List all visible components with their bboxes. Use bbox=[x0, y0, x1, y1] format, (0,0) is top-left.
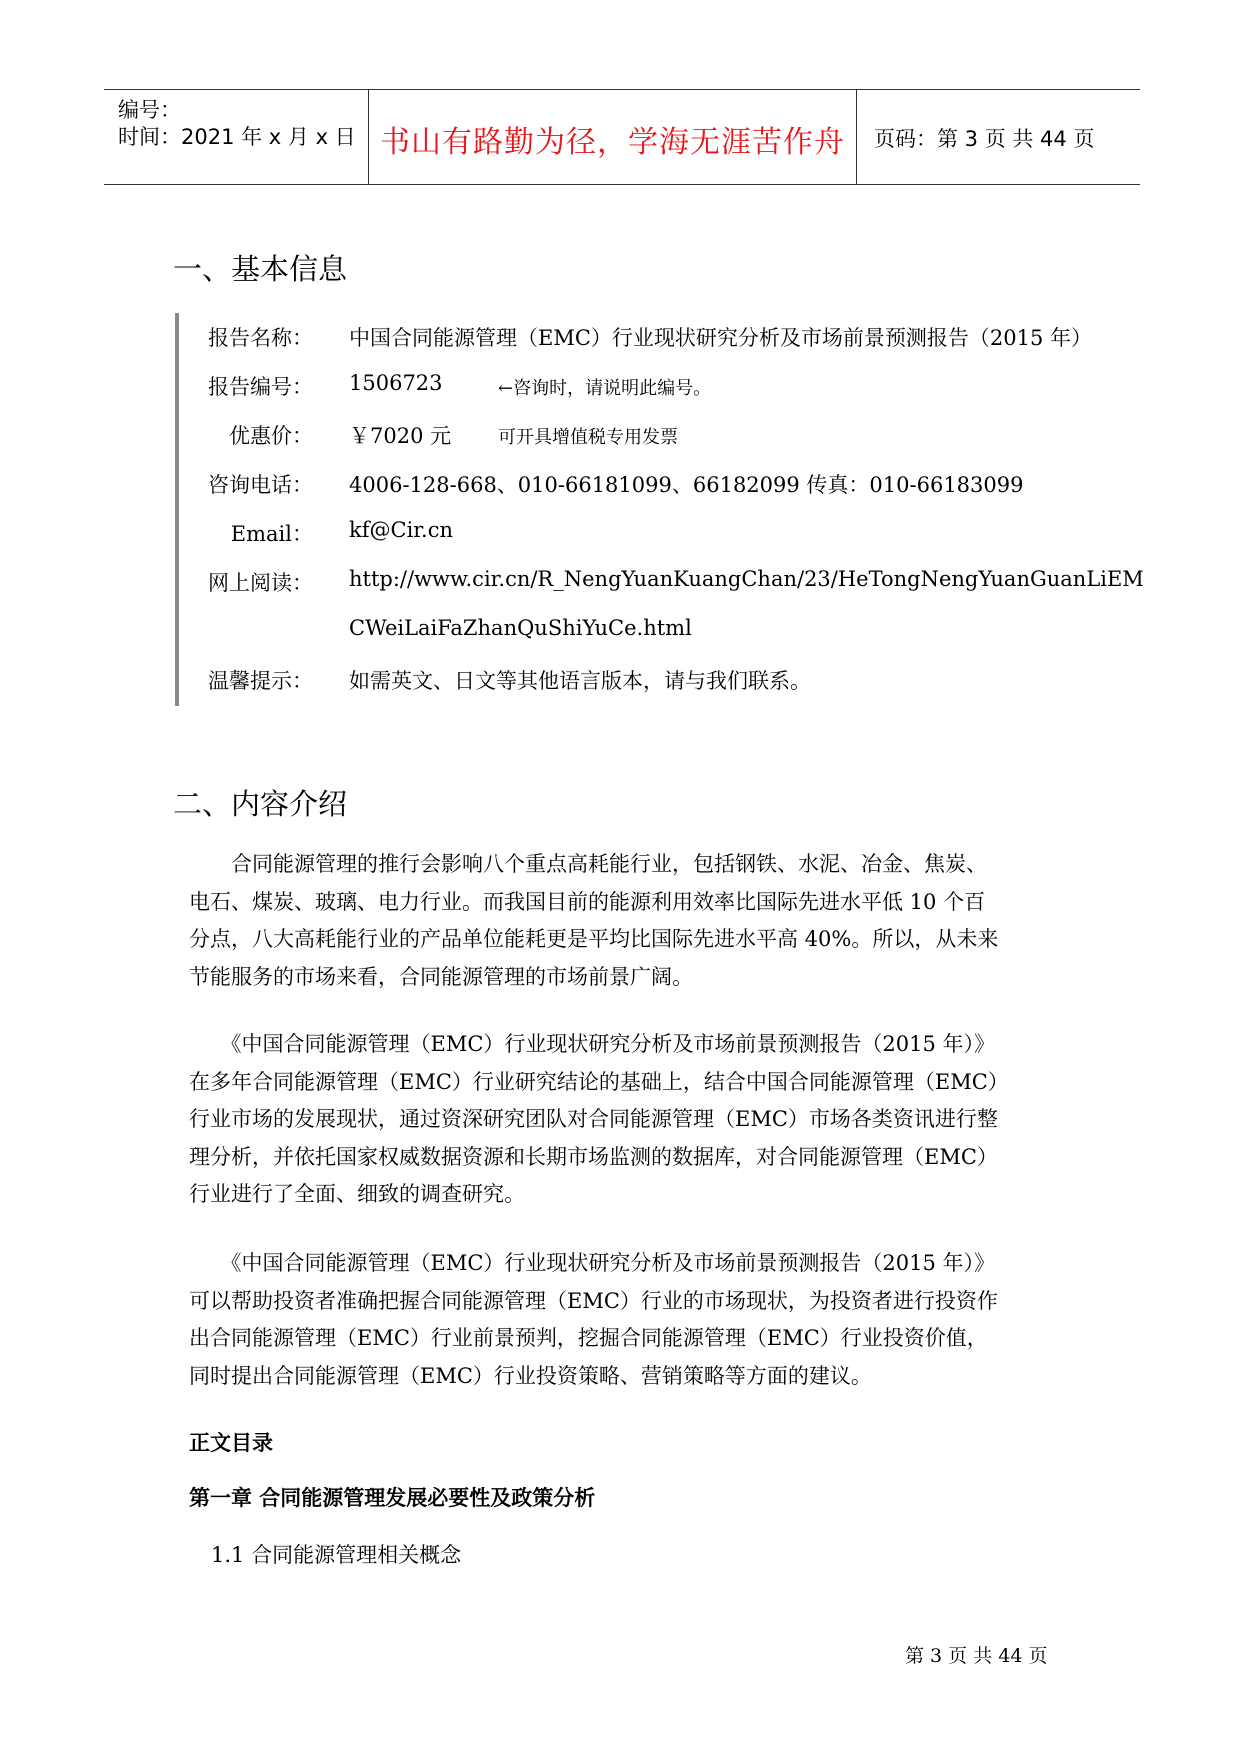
info-box-bar bbox=[175, 313, 179, 706]
info-note: ←咨询时，请说明此编号。 bbox=[498, 378, 712, 399]
page-footer: 第 3 页 共 44 页 bbox=[905, 1645, 1048, 1667]
info-value: 1506723 bbox=[349, 371, 443, 395]
paragraph-line: 《中国合同能源管理（EMC）行业现状研究分析及市场前景预测报告（2015 年）》 bbox=[189, 1251, 996, 1275]
info-value: 4006-128-668、010-66181099、66182099 传真：010-66183099 bbox=[349, 473, 1024, 497]
header-meta-cell bbox=[104, 90, 369, 184]
paragraph-line: 出合同能源管理（EMC）行业前景预判，挖掘合同能源管理（EMC）行业投资价值， bbox=[189, 1326, 988, 1350]
info-link-continued[interactable]: CWeiLaiFaZhanQuShiYuCe.html bbox=[349, 616, 692, 640]
info-label: 报告编号： bbox=[208, 375, 313, 399]
paragraph-line: 分点，八大高耗能行业的产品单位能耗更是平均比国际先进水平高 40%。所以，从未来 bbox=[189, 927, 999, 951]
info-value: 中国合同能源管理（EMC）行业现状研究分析及市场前景预测报告（2015 年） bbox=[349, 326, 1093, 350]
intro-paragraph bbox=[189, 1245, 1076, 1395]
page-header bbox=[104, 89, 1140, 185]
header-time-label: 时间：2021 年 x 月 x 日 bbox=[118, 125, 356, 149]
header-number-label: 编号： bbox=[118, 98, 181, 122]
info-label: 温馨提示： bbox=[208, 669, 313, 693]
toc-heading: 正文目录 bbox=[189, 1431, 273, 1455]
info-value: ￥7020 元 bbox=[349, 424, 452, 448]
paragraph-line: 理分析，并依托国家权威数据资源和长期市场监测的数据库，对合同能源管理（EMC） bbox=[189, 1144, 998, 1169]
info-label: Email： bbox=[230, 522, 313, 546]
info-label: 优惠价： bbox=[229, 424, 313, 448]
paragraph-line: 行业市场的发展现状，通过资深研究团队对合同能源管理（EMC）市场各类资讯进行整 bbox=[189, 1107, 998, 1131]
toc-item-1-1[interactable]: 1.1 合同能源管理相关概念 bbox=[211, 1543, 462, 1567]
info-note: 可开具增值税专用发票 bbox=[498, 427, 678, 448]
header-motto: 书山有路勤为径，学海无涯苦作舟 bbox=[380, 125, 845, 160]
paragraph-line: 《中国合同能源管理（EMC）行业现状研究分析及市场前景预测报告（2015 年）》 bbox=[189, 1032, 996, 1056]
intro-paragraph bbox=[189, 846, 1076, 996]
info-value[interactable]: kf@Cir.cn bbox=[349, 518, 453, 542]
header-page-cell bbox=[858, 90, 1140, 184]
info-link[interactable]: http://www.cir.cn/R_NengYuanKuangChan/23/HeTongNengYuanGuanLiEM bbox=[349, 567, 1144, 591]
toc-chapter-1[interactable]: 第一章 合同能源管理发展必要性及政策分析 bbox=[189, 1486, 596, 1510]
header-page-code: 页码：第 3 页 共 44 页 bbox=[874, 127, 1095, 151]
paragraph-line: 合同能源管理的推行会影响八个重点高耗能行业，包括钢铁、水泥、冶金、焦炭、 bbox=[189, 852, 987, 876]
info-label: 咨询电话： bbox=[208, 473, 313, 497]
header-motto-cell bbox=[369, 90, 857, 184]
info-value: 如需英文、日文等其他语言版本，请与我们联系。 bbox=[349, 669, 811, 693]
section-title-content-intro: 二、内容介绍 bbox=[173, 787, 348, 821]
paragraph-line: 节能服务的市场来看，合同能源管理的市场前景广阔。 bbox=[189, 964, 693, 989]
section-title-basic-info: 一、基本信息 bbox=[173, 252, 348, 286]
paragraph-line: 同时提出合同能源管理（EMC）行业投资策略、营销策略等方面的建议。 bbox=[189, 1363, 872, 1388]
paragraph-line: 可以帮助投资者准确把握合同能源管理（EMC）行业的市场现状，为投资者进行投资作 bbox=[189, 1288, 998, 1313]
info-label: 报告名称： bbox=[208, 326, 313, 350]
paragraph-line: 行业进行了全面、细致的调查研究。 bbox=[189, 1182, 525, 1206]
paragraph-line: 电石、煤炭、玻璃、电力行业。而我国目前的能源利用效率比国际先进水平低 10 个百 bbox=[189, 889, 986, 914]
info-label: 网上阅读： bbox=[208, 571, 313, 595]
paragraph-line: 在多年合同能源管理（EMC）行业研究结论的基础上，结合中国合同能源管理（EMC） bbox=[189, 1069, 1009, 1094]
intro-paragraph bbox=[189, 1026, 1076, 1214]
